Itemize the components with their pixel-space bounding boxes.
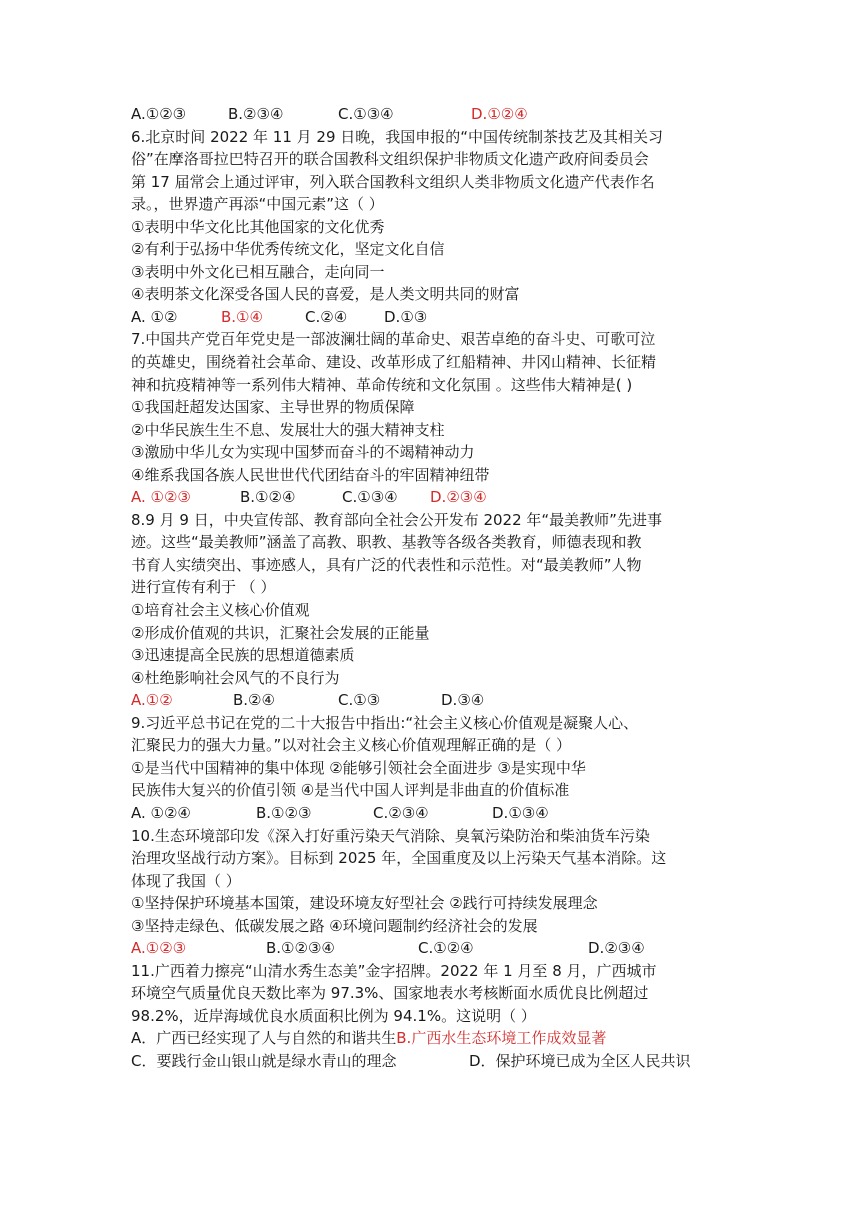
q10-stem-line: 体现了我国（ ）: [131, 871, 241, 890]
q7-item: ③激励中华儿女为实现中国梦而奋斗的不竭精神动力: [131, 443, 475, 462]
q6-stem-line: 6.北京时间 2022 年 11 月 29 日晚，我国申报的“中国传统制茶技艺及其相关习: [131, 127, 664, 146]
q9-stem-line: 9.习近平总书记在党的二十大报告中指出:“社会主义核心价值观是凝聚人心、: [131, 713, 639, 732]
q5-option-a: A.①②③: [131, 105, 187, 123]
q8-item: ②形成价值观的共识，汇聚社会发展的正能量: [131, 623, 430, 642]
q9-options: [131, 802, 731, 825]
q11-option-b: B.广西水生态环境工作成效显著: [396, 1029, 607, 1048]
q7-options: [131, 486, 731, 509]
q7-stem-line: 的英雄史，围绕着社会革命、建设、改革形成了红船精神、井冈山精神、长征精: [131, 353, 657, 372]
q9-item: 民族伟大复兴的价值引领 ④是当代中国人评判是非曲直的价值标准: [131, 781, 570, 800]
q6-option-c: C.②④: [305, 307, 348, 326]
q7-option-c: C.①③④: [342, 488, 398, 507]
q11-stem-line: 11.广西着力擦亮“山清水秀生态美”金字招牌。2022 年 1 月至 8 月，广西城市: [131, 961, 657, 980]
q6-options: [131, 306, 731, 329]
q11-options-row1: [131, 1027, 731, 1050]
q8-option-a: A.①②: [131, 691, 173, 710]
q10-stem-line: 10.生态环境部印发《深入打好重污染天气消除、臭氧污染防治和柴油货车污染: [131, 826, 650, 845]
q10-option-d: D.②③④: [588, 939, 645, 958]
q10-option-b: B.①②③④: [266, 939, 335, 958]
q11-option-d: D．保护环境已成为全区人民共识: [469, 1051, 691, 1070]
q11-stem-line: 环境空气质量优良天数比率为 97.3%、国家地表水考核断面水质优良比例超过: [131, 984, 649, 1003]
q6-stem-line: 录。，世界遗产再添“中国元素”这（ ）: [131, 195, 384, 214]
q6-stem-line: 俗”在摩洛哥拉巴特召开的联合国教科文组织保护非物质文化遗产政府间委员会: [131, 150, 649, 169]
q8-stem-line: 8.9 月 9 日，中央宣传部、教育部向全社会公开发布 2022 年“最美教师”先进事: [131, 510, 662, 529]
q11-option-a: A．广西已经实现了人与自然的和谐共生: [131, 1029, 397, 1048]
q6-item: ③表明中外文化已相互融合，走向同一: [131, 262, 385, 281]
q6-stem-line: 第 17 届常会上通过评审，列入联合国教科文组织人类非物质文化遗产代表作名: [131, 172, 655, 191]
q10-options: [131, 937, 731, 960]
q8-stem-line: 进行宣传有利于 （ ）: [131, 578, 276, 597]
q8-stem-line: 迹。这些“最美教师”涵盖了高教、职教、基教等各级各类教育，师德表现和教: [131, 533, 642, 552]
q7-item: ④维系我国各族人民世世代代团结奋斗的牢固精神纽带: [131, 465, 490, 484]
q8-option-b: B.②④: [233, 691, 275, 710]
q6-item: ②有利于弘扬中华优秀传统文化，坚定文化自信: [131, 240, 445, 259]
q6-item: ①表明中华文化比其他国家的文化优秀: [131, 217, 385, 236]
q6-item: ④表明茶文化深受各国人民的喜爱，是人类文明共同的财富: [131, 285, 520, 304]
q7-option-a: A. ①②③: [131, 488, 191, 507]
q7-item: ②中华民族生生不息、发展壮大的强大精神支柱: [131, 420, 445, 439]
q6-option-b: B.①④: [221, 307, 263, 326]
q9-option-c: C.②③④: [373, 803, 429, 822]
q8-item: ①培育社会主义核心价值观: [131, 601, 310, 620]
q8-item: ④杜绝影响社会风气的不良行为: [131, 668, 340, 687]
q8-options: [131, 689, 731, 712]
q9-option-b: B.①②③: [256, 803, 312, 822]
q9-item: ①是当代中国精神的集中体现 ②能够引领社会全面进步 ③是实现中华: [131, 758, 586, 777]
q7-stem-line: 7.中国共产党百年党史是一部波澜壮阔的革命史、艰苦卓绝的奋斗史、可歌可泣: [131, 330, 656, 349]
q10-stem-line: 治理攻坚战行动方案》。目标到 2025 年，全国重度及以上污染天气基本消除。这: [131, 849, 667, 868]
q11-stem-line: 98.2%，近岸海域优良水质面积比例为 94.1%。这说明（ ）: [131, 1006, 536, 1025]
q8-option-c: C.①③: [338, 691, 381, 710]
q5-options: [131, 103, 731, 126]
q5-option-b: B.②③④: [228, 105, 284, 123]
q8-item: ③迅速提高全民族的思想道德素质: [131, 646, 355, 665]
q5-option-d: D.①②④: [471, 105, 528, 123]
q7-option-b: B.①②④: [240, 488, 296, 507]
q8-stem-line: 书育人实绩突出、事迹感人，具有广泛的代表性和示范性。对“最美教师”人物: [131, 555, 642, 574]
q10-item: ③坚持走绿色、低碳发展之路 ④环境问题制约经济社会的发展: [131, 916, 538, 935]
q9-option-a: A. ①②④: [131, 803, 191, 822]
q11-options-row2: [131, 1050, 731, 1073]
q10-item: ①坚持保护环境基本国策，建设环境友好型社会 ②践行可持续发展理念: [131, 894, 598, 913]
q7-stem-line: 神和抗疫精神等一系列伟大精神、革命传统和文化氛围 。这些伟大精神是( ): [131, 375, 633, 394]
q5-option-c: C.①③④: [338, 105, 394, 123]
q11-option-c: C．要践行金山银山就是绿水青山的理念: [131, 1051, 397, 1070]
q10-option-a: A.①②③: [131, 939, 187, 958]
q6-option-d: D.①③: [384, 307, 428, 326]
q9-stem-line: 汇聚民力的强大力量。”以对社会主义核心价值观理解正确的是（ ）: [131, 736, 572, 755]
q7-option-d: D.②③④: [430, 488, 487, 507]
q6-option-a: A. ①②: [131, 307, 178, 326]
q8-option-d: D.③④: [441, 691, 485, 710]
q9-option-d: D.①③④: [492, 803, 549, 822]
q7-item: ①我国赶超发达国家、主导世界的物质保障: [131, 398, 415, 417]
q10-option-c: C.①②④: [418, 939, 474, 958]
exam-page: [131, 103, 731, 1073]
